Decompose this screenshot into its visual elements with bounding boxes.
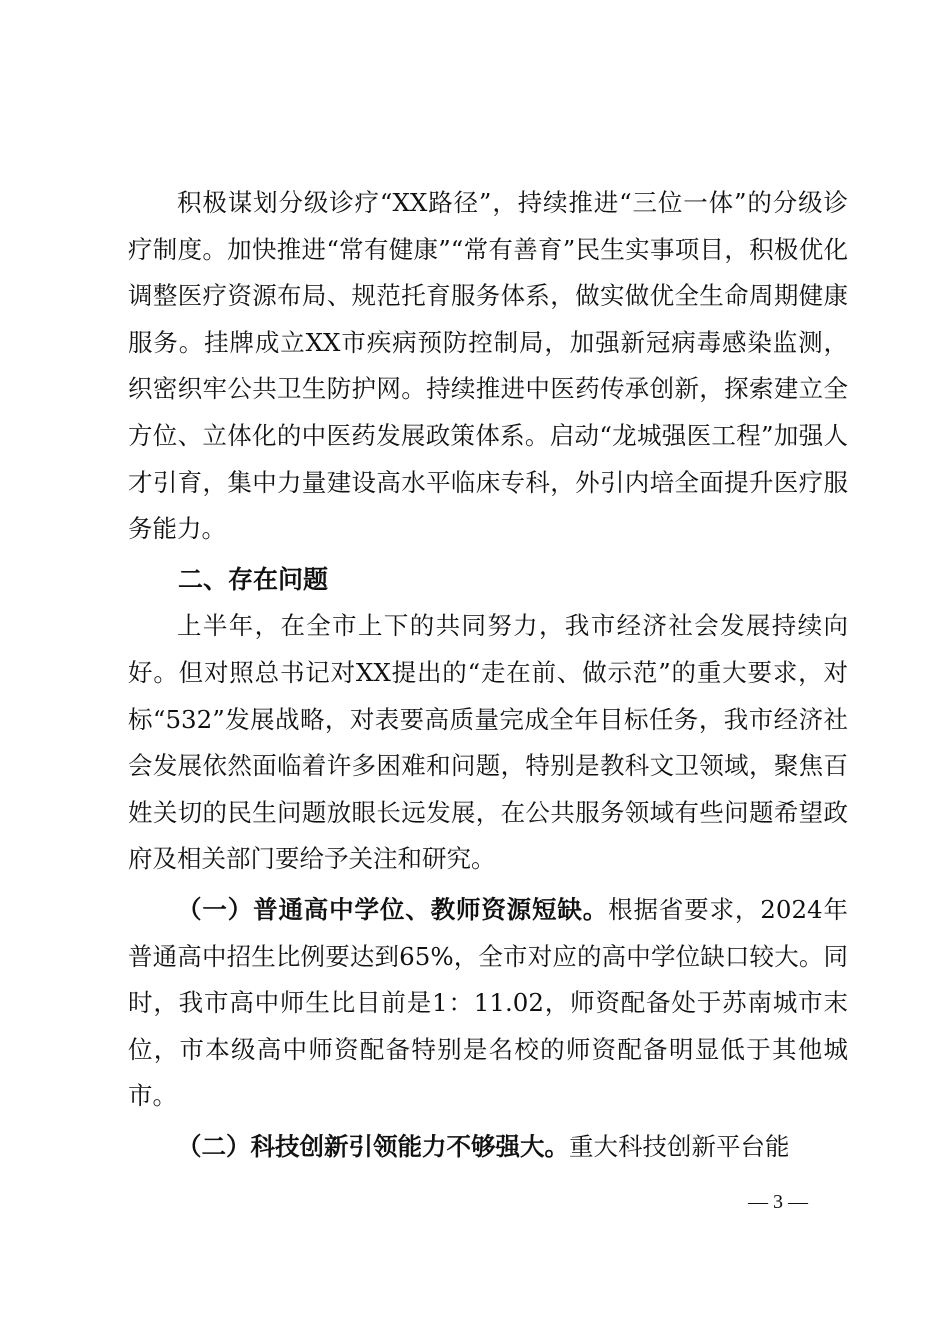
paragraph-health-services: 积极谋划分级诊疗“XX路径”，持续推进“三位一体”的分级诊疗制度。加快推进“常有健康”“常有善育”民生实事项目，积极优化调整医疗资源布局、规范托育服务体系，做实做优全生命周期健康服务。挂牌成立XX市疾病预防控制局，加强新冠病毒感染监测，织密织牢公共卫生防护网。持续推进中医药传承创新，探索建立全方位、立体化的中医药发展政策体系。启动“龙城强医工程”加强人才引育，集中力量建设高水平临床专科，外引内培全面提升医疗服务能力。 bbox=[128, 188, 848, 544]
paragraph-innovation-capacity-text: 重大科技创新平台能 bbox=[569, 1131, 790, 1161]
subheading-high-school-shortage: （一）普通高中学位、教师资源短缺。 bbox=[177, 894, 609, 924]
paragraph-problems-overview: 上半年，在全市上下的共同努力，我市经济社会发展持续向好。但对照总书记对XX提出的“走在前、做示范”的重大要求，对标“532”发展战略，对表要高质量完成全年目标任务，我市经济社会发展依然面临着许多困难和问题，特别是教科文卫领域，聚焦百姓关切的民生问题放眼长远发展，在公共服务领域有些问题希望政府及相关部门要给予关注和研究。 bbox=[128, 611, 848, 874]
paragraph-high-school-shortage bbox=[128, 887, 848, 1120]
page-number: — 3 — bbox=[748, 1191, 808, 1213]
paragraph-innovation-capacity bbox=[128, 1124, 848, 1171]
paragraph-high-school-shortage-text: 根据省要求，2024年普通高中招生比例要达到65%，全市对应的高中学位缺口较大。同时，我市高中师生比目前是1：11.02，师资配备处于苏南城市末位，市本级高中师资配备特别是名校的师资配备明显低于其他城市。 bbox=[128, 894, 848, 1111]
document-body bbox=[128, 180, 848, 1170]
subheading-innovation-capacity: （二）科技创新引领能力不够强大。 bbox=[177, 1131, 569, 1161]
section-heading-existing-problems: 二、存在问题 bbox=[178, 564, 329, 594]
